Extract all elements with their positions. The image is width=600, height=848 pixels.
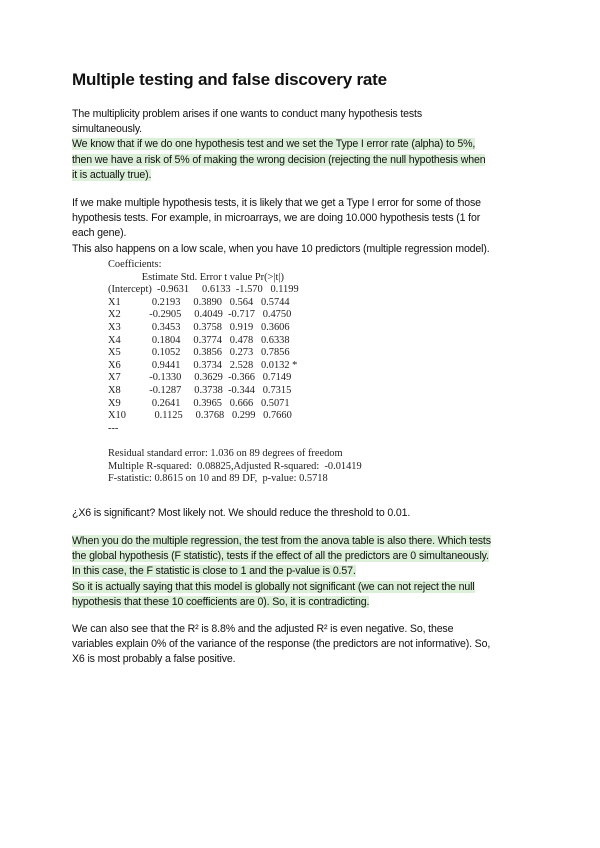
text-line: each gene). (72, 227, 127, 240)
text-line: ¿X6 is significant? Most likely not. We should reduce the threshold to 0.01. (72, 507, 411, 519)
paragraph-anova (72, 534, 532, 610)
residual-standard-error: Residual standard error: 1.036 on 89 degrees of freedom (108, 447, 343, 459)
highlighted-line: then we have a risk of 5% of making the wrong decision (rejecting the null hypothesis when (72, 153, 486, 166)
r-squared-line: Multiple R-squared: 0.08825,Adjusted R-squared: -0.01419 (108, 460, 362, 472)
coefficient-row-x8: X8 -0.1287 0.3738 -0.344 0.7315 (108, 384, 292, 396)
coefficient-row-x5: X5 0.1052 0.3856 0.273 0.7856 (108, 347, 290, 359)
coefficients-columns: Estimate Std. Error t value Pr(>|t|) (108, 271, 284, 283)
coefficient-row-x9: X9 0.2641 0.3965 0.666 0.5071 (108, 397, 290, 409)
coefficient-row-x2: X2 -0.2905 0.4049 -0.717 0.4750 (108, 309, 292, 321)
highlighted-line: it is actually true). (72, 168, 152, 181)
coefficient-row-x1: X1 0.2193 0.3890 0.564 0.5744 (108, 296, 290, 308)
output-separator: --- (108, 422, 119, 434)
coefficient-row-x10: X10 0.1125 0.3768 0.299 0.7660 (108, 410, 292, 422)
page-title: Multiple testing and false discovery rate (72, 70, 387, 89)
text-line: We can also see that the R² is 8.8% and the adjusted R² is even negative. So, these (72, 623, 454, 635)
text-line: If we make multiple hypothesis tests, it is likely that we get a Type I error for some of those (72, 197, 481, 209)
text-line: This also happens on a low scale, when you have 10 predictors (multiple regression model). (72, 242, 490, 255)
f-statistic-line: F-statistic: 0.8615 on 10 and 89 DF, p-value: 0.5718 (108, 473, 328, 485)
highlighted-line: the global hypothesis (F statistic), tests if the effect of all the predictors are 0 simultaneously. (72, 550, 489, 563)
regression-output (108, 259, 362, 486)
text-line: The multiplicity problem arises if one wants to conduct many hypothesis tests (72, 108, 422, 120)
highlighted-line: In this case, the F statistic is close to 1 and the p-value is 0.57. (72, 565, 356, 578)
highlighted-line: We know that if we do one hypothesis test and we set the Type I error rate (alpha) to 5%, (72, 138, 476, 151)
coefficients-header: Coefficients: (108, 259, 162, 270)
highlighted-line: When you do the multiple regression, the test from the anova table is also there. Which tests (72, 535, 491, 547)
coefficient-row-x3: X3 0.3453 0.3758 0.919 0.3606 (108, 321, 290, 333)
coefficient-row-x6: X6 0.9441 0.3734 2.528 0.0132 * (108, 359, 298, 371)
coefficient-row-x4: X4 0.1804 0.3774 0.478 0.6338 (108, 334, 290, 346)
text-line: variables explain 0% of the variance of the response (the predictors are not informative). So, (72, 638, 491, 651)
coefficient-row-x7: X7 -0.1330 0.3629 -0.366 0.7149 (108, 372, 292, 384)
highlighted-line: hypothesis that these 10 coefficients are 0). So, it is contradicting. (72, 595, 370, 608)
paragraph-multiplicity (72, 107, 532, 183)
paragraph-multiple-tests (72, 196, 532, 257)
paragraph-r-squared (72, 622, 532, 668)
text-line: hypothesis tests. For example, in microarrays, we are doing 10.000 hypothesis tests (1 for (72, 212, 481, 225)
text-line: X6 is most probably a false positive. (72, 653, 236, 666)
highlighted-line: So it is actually saying that this model is globally not significant (we can not reject the null (72, 580, 475, 593)
text-line: simultaneously. (72, 123, 142, 136)
paragraph-x6-question (72, 506, 532, 521)
coefficient-row-intercept: (Intercept) -0.9631 0.6133 -1.570 0.1199 (108, 284, 299, 296)
